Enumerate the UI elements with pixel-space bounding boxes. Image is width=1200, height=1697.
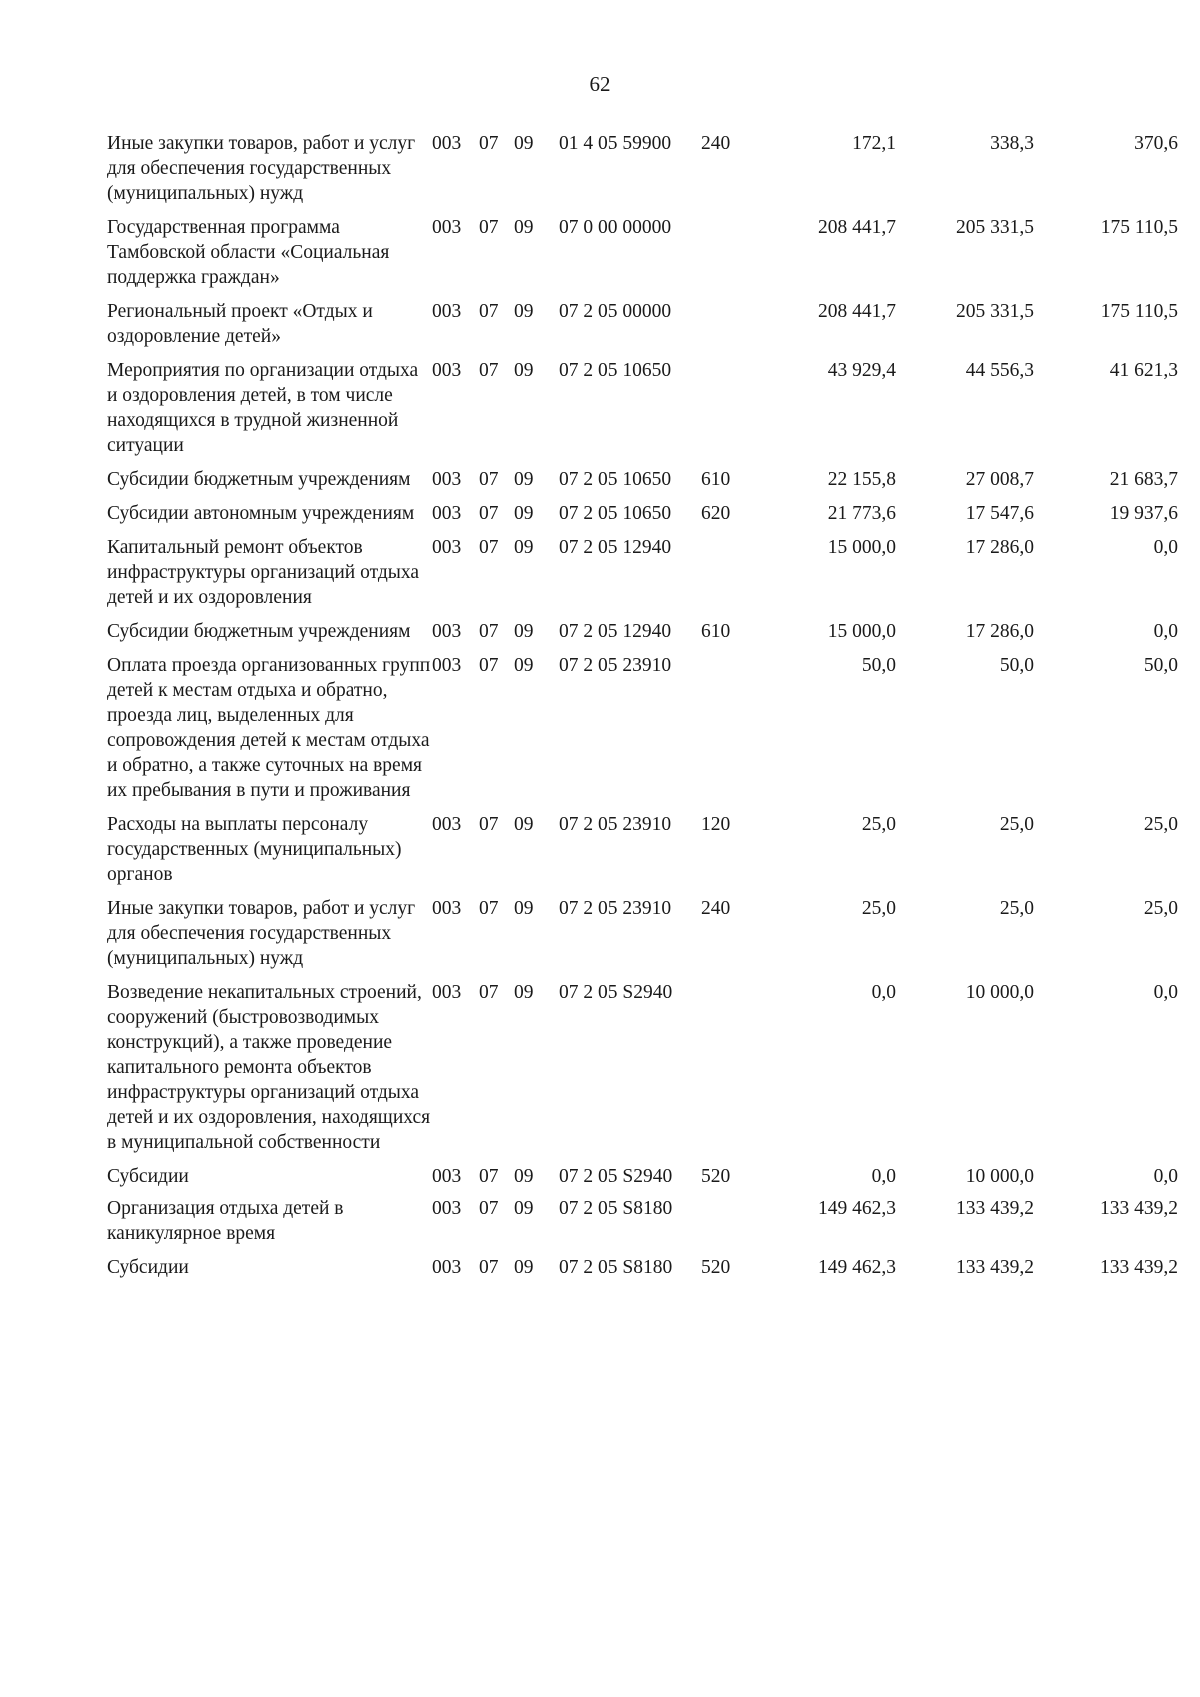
amount-year-2: 25,0 <box>999 898 1034 919</box>
amount-year-1: 50,0 <box>861 655 896 676</box>
expense-type-code: 240 <box>701 133 731 154</box>
target-article-code: 07 2 05 10650 <box>559 469 672 490</box>
amount-year-1: 22 155,8 <box>827 469 896 490</box>
amount-year-1: 208 441,7 <box>818 217 896 238</box>
expense-name: Субсидии бюджетным учреждениям <box>107 469 411 490</box>
amount-year-1: 25,0 <box>861 814 896 835</box>
subsection-code: 09 <box>514 217 534 238</box>
section-code: 07 <box>479 469 499 490</box>
expense-name: Субсидии <box>107 1257 189 1278</box>
table-row <box>107 619 1178 644</box>
subsection-code: 09 <box>514 469 534 490</box>
expense-name: Иные закупки товаров, работ и услуг для обеспечения государственных (муниципальных) нужд <box>107 133 416 204</box>
expense-name: Оплата проезда организованных групп детей к местам отдыха и обратно, проезда лиц, выделенных для сопровождения детей к местам отдыха и обратно, а также суточных на время их пребывания в пути и проживания <box>107 655 431 801</box>
grbs-code: 003 <box>432 503 462 524</box>
expense-name: Капитальный ремонт объектов инфраструктуры организаций отдыха детей и их оздоровления <box>107 537 420 608</box>
amount-year-1: 21 773,6 <box>827 503 896 524</box>
grbs-code: 003 <box>432 621 462 642</box>
amount-year-1: 0,0 <box>871 1166 896 1187</box>
amount-year-2: 205 331,5 <box>956 301 1034 322</box>
expense-type-code: 240 <box>701 898 731 919</box>
expense-type-code: 520 <box>701 1257 731 1278</box>
subsection-code: 09 <box>514 537 534 558</box>
amount-year-1: 0,0 <box>871 982 896 1003</box>
amount-year-2: 205 331,5 <box>956 217 1034 238</box>
table-row <box>107 501 1178 526</box>
expense-type-code: 610 <box>701 469 731 490</box>
amount-year-3: 0,0 <box>1153 537 1178 558</box>
amount-year-2: 17 286,0 <box>965 537 1034 558</box>
amount-year-3: 50,0 <box>1143 655 1178 676</box>
amount-year-3: 0,0 <box>1153 982 1178 1003</box>
amount-year-2: 44 556,3 <box>965 360 1034 381</box>
subsection-code: 09 <box>514 1257 534 1278</box>
grbs-code: 003 <box>432 217 462 238</box>
expense-name: Организация отдыха детей в каникулярное время <box>107 1198 344 1244</box>
table-row <box>107 467 1178 492</box>
section-code: 07 <box>479 301 499 322</box>
target-article-code: 07 2 05 23910 <box>559 814 672 835</box>
amount-year-1: 15 000,0 <box>827 621 896 642</box>
expense-name: Региональный проект «Отдых и оздоровление детей» <box>107 301 373 347</box>
section-code: 07 <box>479 360 499 381</box>
amount-year-2: 17 286,0 <box>965 621 1034 642</box>
table-row <box>107 653 1178 803</box>
amount-year-3: 0,0 <box>1153 1166 1178 1187</box>
amount-year-3: 175 110,5 <box>1100 217 1178 238</box>
subsection-code: 09 <box>514 621 534 642</box>
budget-table <box>107 131 1178 1289</box>
target-article-code: 01 4 05 59900 <box>559 133 672 154</box>
table-row <box>107 812 1178 887</box>
target-article-code: 07 2 05 S8180 <box>559 1257 673 1278</box>
section-code: 07 <box>479 1198 499 1219</box>
table-row <box>107 1164 1178 1189</box>
amount-year-1: 43 929,4 <box>827 360 896 381</box>
section-code: 07 <box>479 655 499 676</box>
expense-name: Возведение некапитальных строений, сооружений (быстровозводимых конструкций), а также проведение капитального ремонта объектов инфраструктуры организаций отдыха детей и их оздоровления, находящихся в муниципальной собственности <box>107 982 431 1153</box>
section-code: 07 <box>479 814 499 835</box>
section-code: 07 <box>479 503 499 524</box>
subsection-code: 09 <box>514 898 534 919</box>
section-code: 07 <box>479 621 499 642</box>
grbs-code: 003 <box>432 898 462 919</box>
expense-type-code: 520 <box>701 1166 731 1187</box>
target-article-code: 07 2 05 12940 <box>559 621 672 642</box>
amount-year-1: 172,1 <box>852 133 896 154</box>
section-code: 07 <box>479 1166 499 1187</box>
amount-year-2: 50,0 <box>999 655 1034 676</box>
amount-year-2: 25,0 <box>999 814 1034 835</box>
subsection-code: 09 <box>514 1166 534 1187</box>
amount-year-3: 25,0 <box>1143 898 1178 919</box>
expense-name: Расходы на выплаты персоналу государственных (муниципальных) органов <box>107 814 402 885</box>
expense-type-code: 120 <box>701 814 731 835</box>
target-article-code: 07 2 05 S2940 <box>559 1166 673 1187</box>
section-code: 07 <box>479 898 499 919</box>
grbs-code: 003 <box>432 1257 462 1278</box>
amount-year-3: 21 683,7 <box>1109 469 1178 490</box>
amount-year-1: 25,0 <box>861 898 896 919</box>
amount-year-2: 10 000,0 <box>965 1166 1034 1187</box>
amount-year-1: 15 000,0 <box>827 537 896 558</box>
amount-year-2: 338,3 <box>990 133 1034 154</box>
page-number: 62 <box>589 72 611 96</box>
grbs-code: 003 <box>432 1166 462 1187</box>
grbs-code: 003 <box>432 814 462 835</box>
target-article-code: 07 0 00 00000 <box>559 217 672 238</box>
amount-year-1: 149 462,3 <box>818 1198 896 1219</box>
grbs-code: 003 <box>432 655 462 676</box>
target-article-code: 07 2 05 S8180 <box>559 1198 673 1219</box>
table-row <box>107 896 1178 971</box>
table-row <box>107 1196 1178 1246</box>
section-code: 07 <box>479 537 499 558</box>
expense-type-code: 610 <box>701 621 731 642</box>
grbs-code: 003 <box>432 133 462 154</box>
table-row <box>107 1255 1178 1280</box>
amount-year-2: 133 439,2 <box>956 1198 1034 1219</box>
subsection-code: 09 <box>514 503 534 524</box>
amount-year-1: 208 441,7 <box>818 301 896 322</box>
table-row <box>107 358 1178 458</box>
expense-name: Мероприятия по организации отдыха и оздоровления детей, в том числе находящихся в трудной жизненной ситуации <box>107 360 419 456</box>
subsection-code: 09 <box>514 814 534 835</box>
target-article-code: 07 2 05 10650 <box>559 360 672 381</box>
table-row <box>107 535 1178 610</box>
amount-year-2: 27 008,7 <box>965 469 1034 490</box>
subsection-code: 09 <box>514 133 534 154</box>
subsection-code: 09 <box>514 1198 534 1219</box>
grbs-code: 003 <box>432 301 462 322</box>
subsection-code: 09 <box>514 301 534 322</box>
amount-year-3: 25,0 <box>1143 814 1178 835</box>
section-code: 07 <box>479 982 499 1003</box>
amount-year-3: 133 439,2 <box>1100 1198 1178 1219</box>
grbs-code: 003 <box>432 360 462 381</box>
amount-year-2: 17 547,6 <box>965 503 1034 524</box>
target-article-code: 07 2 05 S2940 <box>559 982 673 1003</box>
amount-year-3: 0,0 <box>1153 621 1178 642</box>
grbs-code: 003 <box>432 1198 462 1219</box>
section-code: 07 <box>479 1257 499 1278</box>
amount-year-3: 370,6 <box>1134 133 1178 154</box>
table-row <box>107 299 1178 349</box>
table-row <box>107 215 1178 290</box>
amount-year-3: 19 937,6 <box>1109 503 1178 524</box>
table-row <box>107 980 1178 1155</box>
target-article-code: 07 2 05 23910 <box>559 655 672 676</box>
subsection-code: 09 <box>514 982 534 1003</box>
grbs-code: 003 <box>432 537 462 558</box>
target-article-code: 07 2 05 00000 <box>559 301 672 322</box>
amount-year-3: 175 110,5 <box>1100 301 1178 322</box>
section-code: 07 <box>479 217 499 238</box>
expense-name: Субсидии бюджетным учреждениям <box>107 621 411 642</box>
amount-year-2: 133 439,2 <box>956 1257 1034 1278</box>
amount-year-1: 149 462,3 <box>818 1257 896 1278</box>
target-article-code: 07 2 05 23910 <box>559 898 672 919</box>
amount-year-2: 10 000,0 <box>965 982 1034 1003</box>
grbs-code: 003 <box>432 469 462 490</box>
expense-name: Иные закупки товаров, работ и услуг для обеспечения государственных (муниципальных) нужд <box>107 898 416 969</box>
subsection-code: 09 <box>514 360 534 381</box>
target-article-code: 07 2 05 12940 <box>559 537 672 558</box>
expense-type-code: 620 <box>701 503 731 524</box>
subsection-code: 09 <box>514 655 534 676</box>
amount-year-3: 133 439,2 <box>1100 1257 1178 1278</box>
expense-name: Субсидии <box>107 1166 189 1187</box>
table-row <box>107 131 1178 206</box>
grbs-code: 003 <box>432 982 462 1003</box>
expense-name: Субсидии автономным учреждениям <box>107 503 415 524</box>
section-code: 07 <box>479 133 499 154</box>
expense-name: Государственная программа Тамбовской области «Социальная поддержка граждан» <box>107 217 390 288</box>
target-article-code: 07 2 05 10650 <box>559 503 672 524</box>
amount-year-3: 41 621,3 <box>1109 360 1178 381</box>
